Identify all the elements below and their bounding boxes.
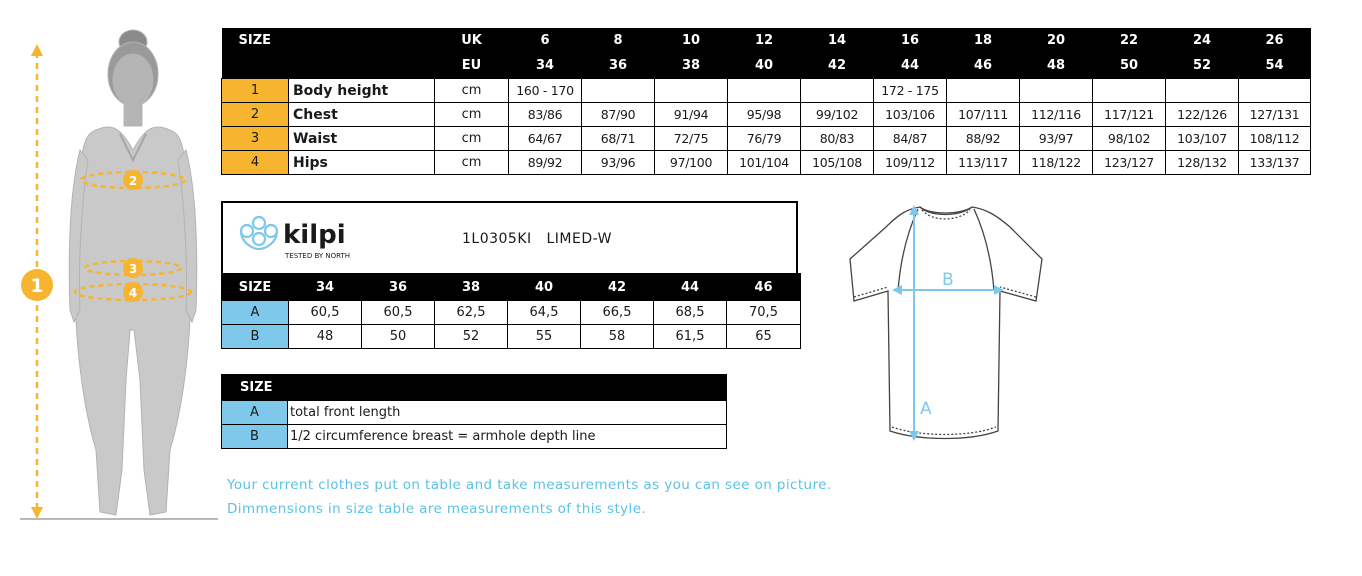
svg-text:TESTED BY NORTH: TESTED BY NORTH — [285, 252, 351, 260]
uk-size: 18 — [947, 28, 1020, 53]
value-cell: 133/137 — [1239, 151, 1311, 175]
tshirt-illustration — [840, 195, 1050, 450]
unit-cell: cm — [435, 151, 509, 175]
svg-text:kilpi: kilpi — [283, 220, 346, 250]
unit-cell: cm — [435, 103, 509, 127]
value-cell: 109/112 — [874, 151, 947, 175]
value-cell: 122/126 — [1166, 103, 1239, 127]
size-cell: 38 — [435, 274, 508, 301]
eu-size: 48 — [1020, 53, 1093, 79]
value-cell: 101/104 — [728, 151, 801, 175]
value-cell: 70,5 — [727, 301, 801, 325]
kilpi-logo — [233, 209, 363, 269]
value-cell: 113/117 — [947, 151, 1020, 175]
value-cell: 50 — [362, 325, 435, 349]
row-label: Waist — [289, 127, 362, 151]
value-cell: 93/97 — [1020, 127, 1093, 151]
row-label: Chest — [289, 103, 362, 127]
eu-size: 36 — [582, 53, 655, 79]
value-cell: 64,5 — [508, 301, 581, 325]
value-cell: 80/83 — [801, 127, 874, 151]
row-letter: B — [222, 325, 289, 349]
size-cell: 34 — [289, 274, 362, 301]
legend-header-row — [222, 375, 727, 401]
marker-2 — [123, 170, 143, 190]
body-size-table — [221, 28, 1311, 175]
value-cell: 160 - 170 — [509, 79, 582, 103]
svg-text:3: 3 — [128, 262, 138, 276]
value-cell: 83/86 — [509, 103, 582, 127]
size-header: SIZE — [222, 28, 435, 53]
eu-size: 42 — [801, 53, 874, 79]
value-cell: 61,5 — [654, 325, 727, 349]
value-cell: 107/111 — [947, 103, 1020, 127]
value-cell: 68/71 — [582, 127, 655, 151]
value-cell: 105/108 — [801, 151, 874, 175]
unit-cell: cm — [435, 79, 509, 103]
value-cell: 99/102 — [801, 103, 874, 127]
marker-4 — [123, 282, 143, 302]
size-header: SIZE — [222, 375, 727, 401]
size-cell: 42 — [581, 274, 654, 301]
eu-size: 38 — [655, 53, 728, 79]
uk-size: 12 — [728, 28, 801, 53]
eu-size: 46 — [947, 53, 1020, 79]
size-header: SIZE — [222, 274, 289, 301]
eu-size: 34 — [509, 53, 582, 79]
dimension-note: Dimmensions in size table are measurements of this style. — [227, 501, 647, 517]
value-cell: 98/102 — [1093, 127, 1166, 151]
value-cell — [1166, 79, 1239, 103]
style-header-box — [221, 201, 798, 273]
value-cell — [1020, 79, 1093, 103]
legend-row-a — [222, 401, 727, 425]
value-cell: 76/79 — [728, 127, 801, 151]
marker-3 — [123, 258, 143, 278]
value-cell: 95/98 — [728, 103, 801, 127]
row-letter: A — [222, 401, 288, 425]
eu-size: 50 — [1093, 53, 1166, 79]
table-row-chest — [222, 103, 1311, 127]
row-number: 4 — [222, 151, 289, 175]
uk-label: UK — [435, 28, 509, 53]
size-cell: 40 — [508, 274, 581, 301]
value-cell: 84/87 — [874, 127, 947, 151]
table-row-a — [222, 301, 801, 325]
legend-description: 1/2 circumference breast = armhole depth line — [288, 425, 727, 449]
uk-size: 8 — [582, 28, 655, 53]
shirt-label-b: B — [942, 270, 954, 290]
value-cell: 108/112 — [1239, 127, 1311, 151]
table-row-waist — [222, 127, 1311, 151]
row-number: 3 — [222, 127, 289, 151]
row-letter: B — [222, 425, 288, 449]
value-cell — [801, 79, 874, 103]
shirt-label-a: A — [920, 399, 932, 419]
eu-size-row — [222, 53, 1311, 79]
value-cell: 103/107 — [1166, 127, 1239, 151]
style-size-header-row — [222, 274, 801, 301]
value-cell: 66,5 — [581, 301, 654, 325]
row-label: Hips — [289, 151, 362, 175]
legend-row-b — [222, 425, 727, 449]
value-cell: 123/127 — [1093, 151, 1166, 175]
value-cell: 72/75 — [655, 127, 728, 151]
value-cell — [655, 79, 728, 103]
value-cell: 112/116 — [1020, 103, 1093, 127]
eu-size: 40 — [728, 53, 801, 79]
value-cell: 62,5 — [435, 301, 508, 325]
svg-text:2: 2 — [128, 174, 138, 188]
eu-size: 44 — [874, 53, 947, 79]
uk-size: 14 — [801, 28, 874, 53]
body-figure-illustration — [0, 0, 225, 530]
value-cell — [1239, 79, 1311, 103]
row-number: 1 — [222, 79, 289, 103]
value-cell: 60,5 — [362, 301, 435, 325]
uk-size: 20 — [1020, 28, 1093, 53]
value-cell: 118/122 — [1020, 151, 1093, 175]
value-cell: 89/92 — [509, 151, 582, 175]
style-size-table — [221, 273, 801, 349]
value-cell: 64/67 — [509, 127, 582, 151]
marker-1 — [21, 269, 53, 301]
value-cell: 88/92 — [947, 127, 1020, 151]
size-cell: 36 — [362, 274, 435, 301]
uk-size: 16 — [874, 28, 947, 53]
svg-text:1: 1 — [30, 275, 44, 297]
svg-text:4: 4 — [128, 286, 138, 300]
value-cell: 91/94 — [655, 103, 728, 127]
value-cell: 93/96 — [582, 151, 655, 175]
value-cell: 172 - 175 — [874, 79, 947, 103]
uk-size: 26 — [1239, 28, 1311, 53]
value-cell: 60,5 — [289, 301, 362, 325]
value-cell: 52 — [435, 325, 508, 349]
value-cell: 97/100 — [655, 151, 728, 175]
value-cell: 128/132 — [1166, 151, 1239, 175]
value-cell: 68,5 — [654, 301, 727, 325]
measurement-instruction-note: Your current clothes put on table and take measurements as you can see on picture. — [227, 477, 832, 493]
value-cell: 55 — [508, 325, 581, 349]
row-letter: A — [222, 301, 289, 325]
size-cell: 44 — [654, 274, 727, 301]
uk-size-row — [222, 28, 1311, 53]
value-cell: 117/121 — [1093, 103, 1166, 127]
legend-description: total front length — [288, 401, 727, 425]
value-cell: 87/90 — [582, 103, 655, 127]
table-row-hips — [222, 151, 1311, 175]
unit-cell: cm — [435, 127, 509, 151]
row-label: Body height — [289, 79, 362, 103]
eu-label: EU — [435, 53, 509, 79]
measurement-legend-table — [221, 374, 727, 449]
table-row-b — [222, 325, 801, 349]
eu-size: 54 — [1239, 53, 1311, 79]
value-cell: 127/131 — [1239, 103, 1311, 127]
uk-size: 22 — [1093, 28, 1166, 53]
uk-size: 24 — [1166, 28, 1239, 53]
eu-size: 52 — [1166, 53, 1239, 79]
uk-size: 6 — [509, 28, 582, 53]
value-cell: 48 — [289, 325, 362, 349]
value-cell: 103/106 — [874, 103, 947, 127]
value-cell — [947, 79, 1020, 103]
value-cell — [1093, 79, 1166, 103]
row-number: 2 — [222, 103, 289, 127]
size-cell: 46 — [727, 274, 801, 301]
uk-size: 10 — [655, 28, 728, 53]
value-cell — [728, 79, 801, 103]
value-cell — [582, 79, 655, 103]
table-row-body-height — [222, 79, 1311, 103]
value-cell: 58 — [581, 325, 654, 349]
value-cell: 65 — [727, 325, 801, 349]
style-code: 1L0305KI LIMED-W — [462, 231, 612, 247]
